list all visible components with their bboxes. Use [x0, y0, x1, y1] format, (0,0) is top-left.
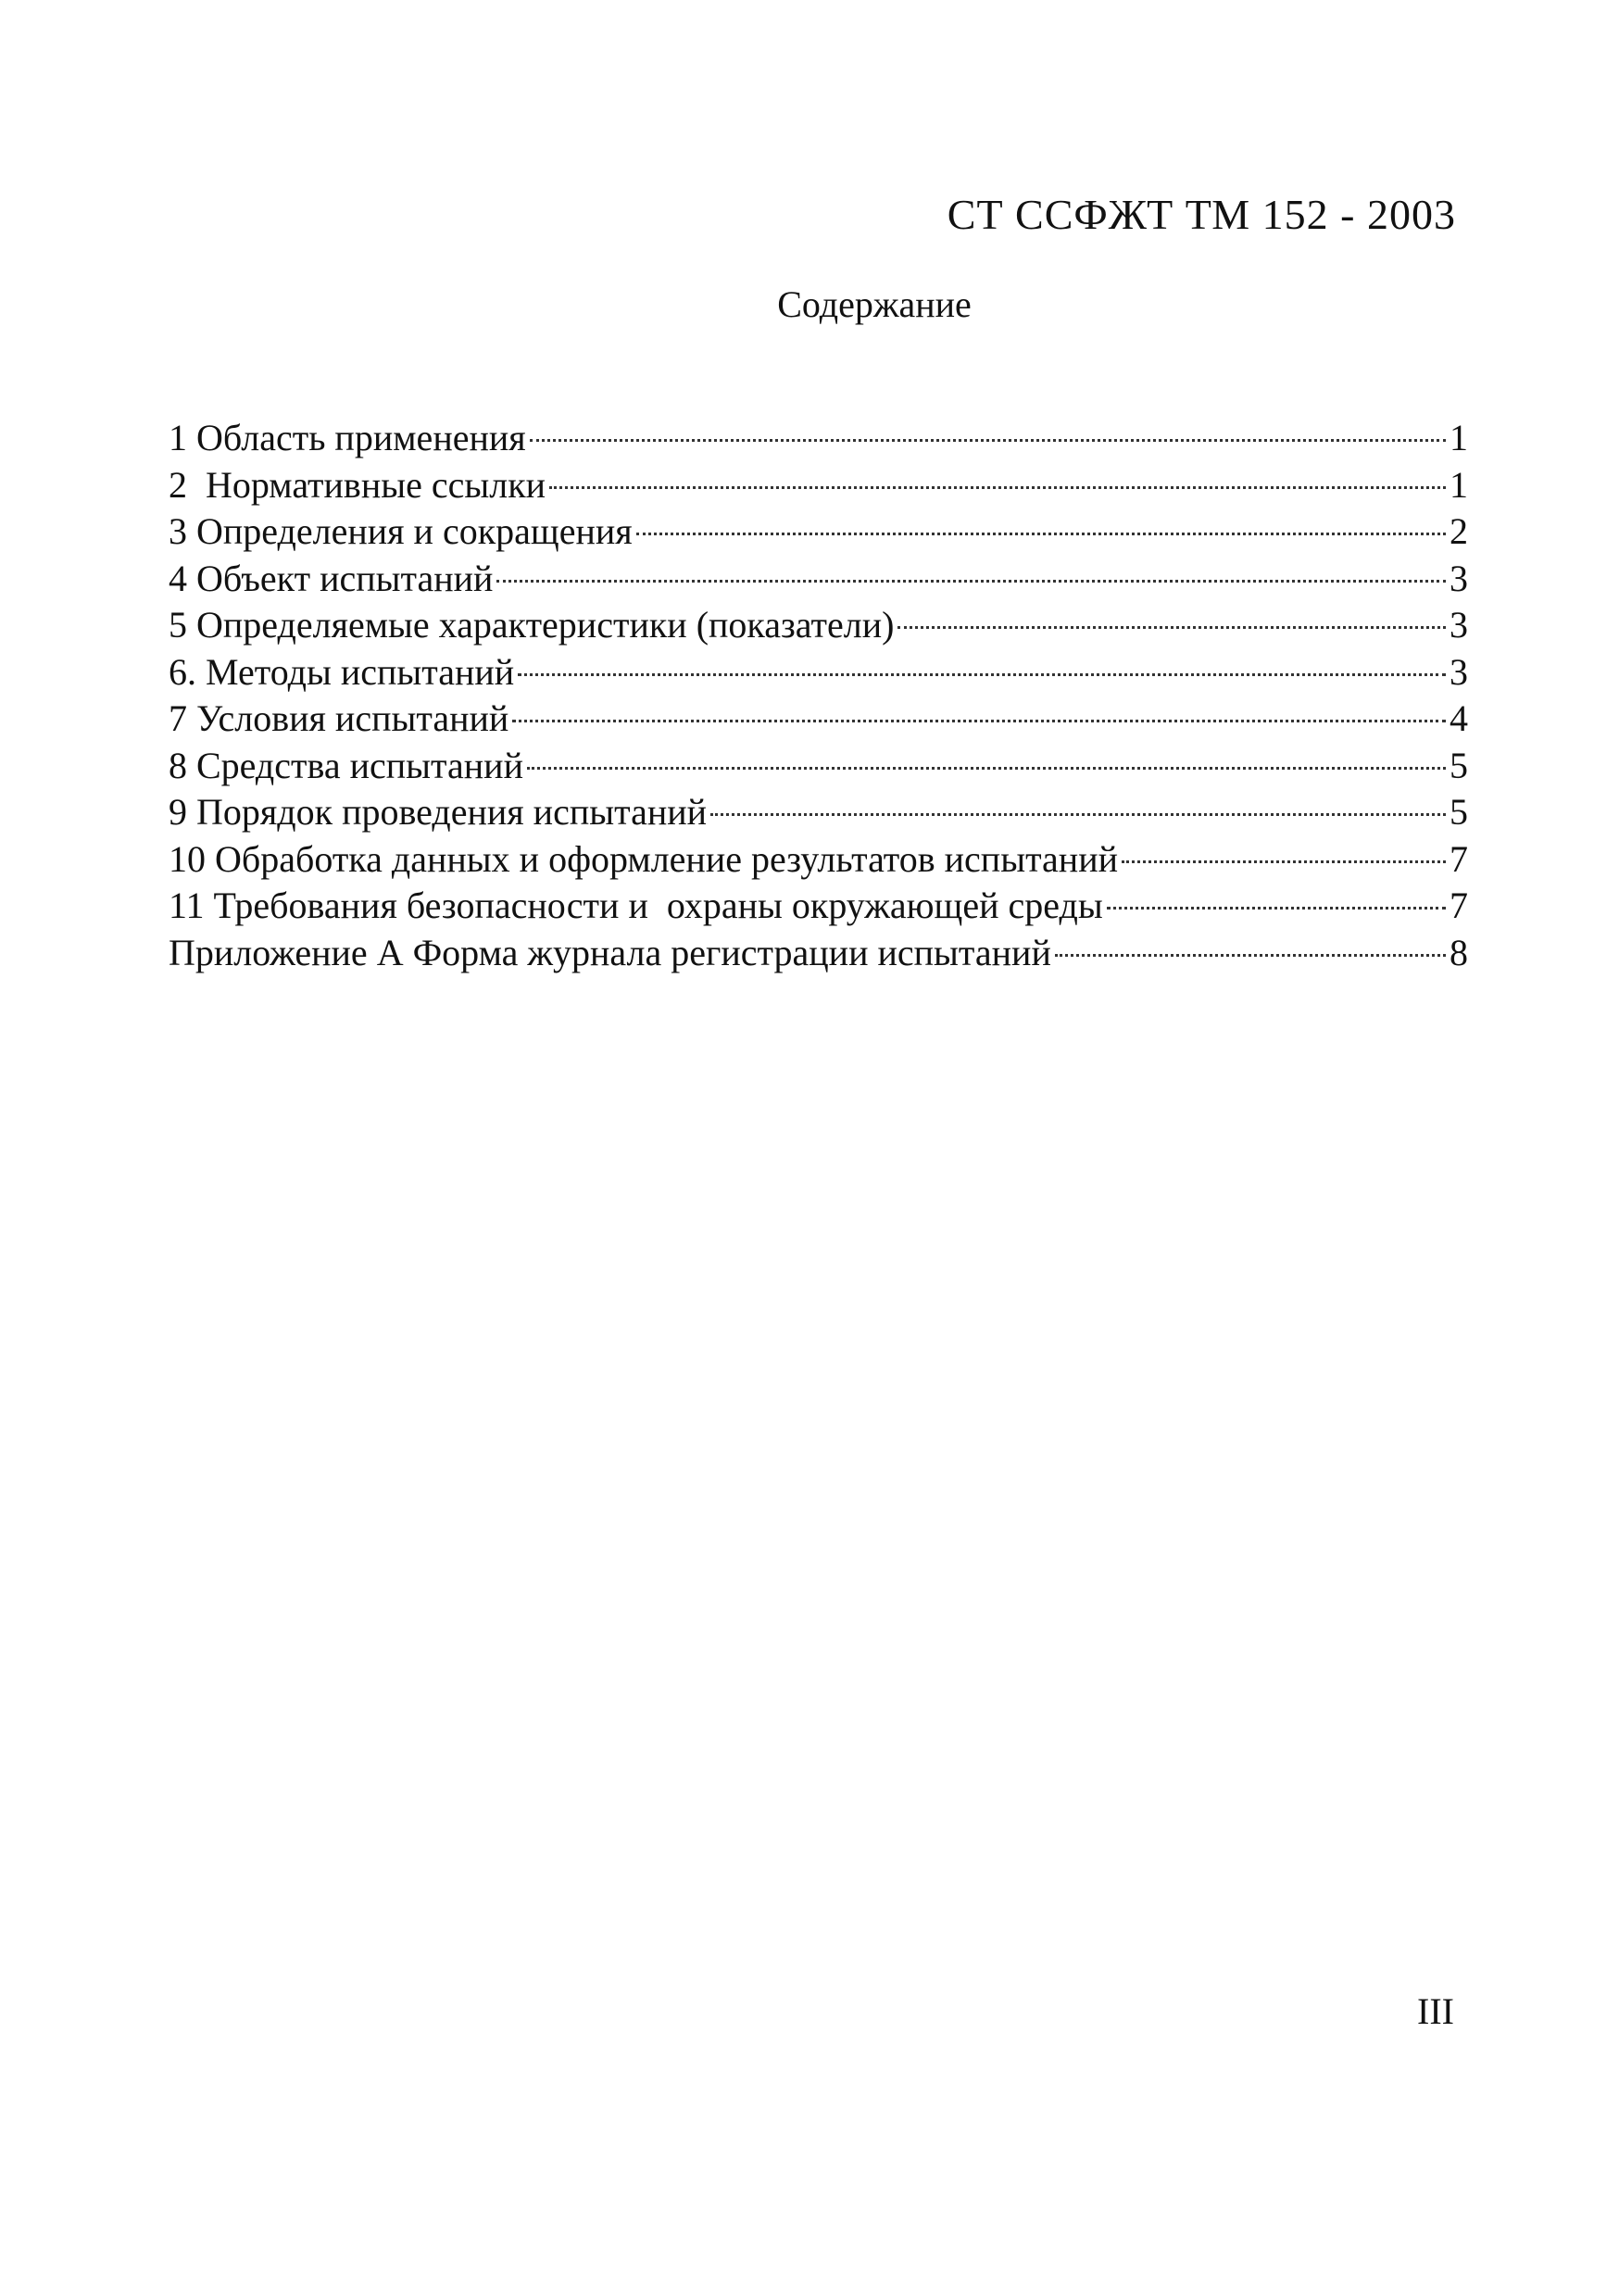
table-of-contents	[169, 415, 1468, 976]
toc-leader-dots	[512, 720, 1446, 722]
toc-item-label: 6. Методы испытаний	[169, 650, 515, 693]
toc-leader-dots	[1107, 907, 1446, 910]
toc-item	[169, 415, 1468, 462]
document-code: СТ ССФЖТ ТМ 152 - 2003	[947, 191, 1456, 238]
toc-item-page: 1	[1450, 463, 1468, 506]
toc-item-label: 5 Определяемые характеристики (показатели)	[169, 604, 895, 646]
toc-item-page: 7	[1450, 885, 1468, 926]
toc-leader-dots	[1055, 954, 1446, 957]
toc-item-page: 3	[1450, 604, 1468, 646]
toc-item	[169, 649, 1468, 696]
toc-leader-dots	[710, 813, 1446, 816]
toc-item-page: 7	[1450, 837, 1468, 880]
toc-item-page: 1	[1450, 417, 1468, 458]
toc-item-label: 4 Объект испытаний	[169, 557, 494, 599]
toc-item	[169, 836, 1468, 884]
toc-item-page: 8	[1450, 931, 1468, 973]
toc-leader-dots	[530, 439, 1446, 442]
toc-item-label: 1 Область применения	[169, 417, 526, 458]
toc-leader-dots	[549, 486, 1446, 489]
toc-item-page: 5	[1450, 791, 1468, 833]
toc-item-label: 2 Нормативные ссылки	[169, 463, 546, 506]
page-number: III	[1417, 1990, 1454, 2032]
toc-item-page: 4	[1450, 697, 1468, 739]
toc-leader-dots	[636, 533, 1446, 535]
toc-leader-dots	[527, 767, 1446, 770]
toc-item-label: 9 Порядок проведения испытаний	[169, 791, 708, 833]
toc-item	[169, 743, 1468, 790]
toc-item-label: 7 Условия испытаний	[169, 697, 509, 739]
toc-leader-dots	[1122, 860, 1446, 863]
toc-item-label: Приложение А Форма журнала регистрации испытаний	[169, 931, 1051, 973]
toc-item	[169, 556, 1468, 603]
toc-leader-dots	[496, 580, 1446, 583]
toc-leader-dots	[897, 626, 1446, 629]
toc-item-page: 3	[1450, 557, 1468, 599]
toc-item-page: 3	[1450, 650, 1468, 693]
toc-title: Содержание	[777, 283, 972, 325]
toc-item	[169, 508, 1468, 556]
toc-item	[169, 883, 1468, 930]
toc-leader-dots	[518, 673, 1446, 676]
toc-item	[169, 930, 1468, 977]
toc-item-label: 3 Определения и сокращения	[169, 510, 633, 552]
toc-item	[169, 696, 1468, 743]
toc-item	[169, 789, 1468, 836]
toc-item	[169, 602, 1468, 649]
toc-item-label: 11 Требования безопасности и охраны окружающей среды	[169, 885, 1103, 926]
toc-item	[169, 462, 1468, 509]
toc-item-page: 5	[1450, 744, 1468, 786]
toc-item-page: 2	[1450, 510, 1468, 552]
toc-item-label: 8 Средства испытаний	[169, 744, 523, 786]
toc-item-label: 10 Обработка данных и оформление результатов испытаний	[169, 837, 1119, 880]
